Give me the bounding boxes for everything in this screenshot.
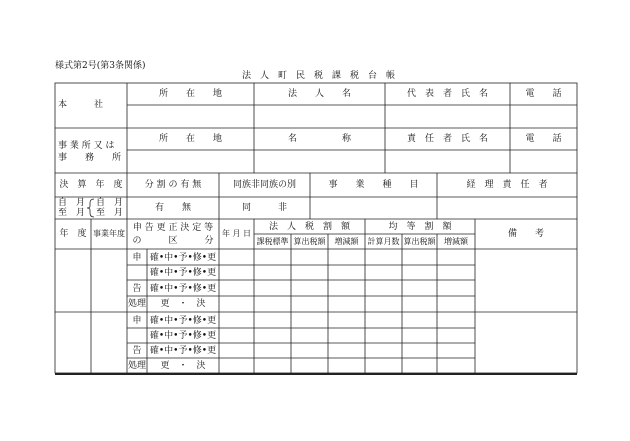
tax-base-header: 課税標準 [256,237,289,246]
filing-header-1: 申 告 更 正 決 定 等 [132,223,214,233]
entry-value: 確•中•予•修•更 [149,331,217,341]
entry-value: 確•中•予•修•更 [149,346,217,356]
calc-tax2-header: 算出税額 [403,237,436,246]
year-header: 年 度 [59,229,87,239]
page-title: 法 人 町 民 税 課 税 台 帳 [241,71,395,81]
company-label: 本 社 [58,100,104,110]
entry-value: 確•中•予•修•更 [149,284,217,294]
filing-header-2: の 区 分 [132,236,214,246]
family-value: 同 非 [241,203,287,213]
company-name-header: 法 人 名 [287,89,351,99]
to-month: 至 月 [58,208,86,218]
corp-tax-header: 法 人 税 割 額 [268,222,350,232]
representative-header: 代 表 者 氏 名 [406,89,488,99]
manager-header: 責 任 者 氏 名 [406,134,488,144]
division-header: 分 割 の 有 無 [144,180,202,190]
company-address-header: 所 在 地 [158,89,222,99]
entry-side: 告 [132,284,142,294]
entry-side: 申 [132,316,142,326]
form-label: 様式第2号(第3条関係) [55,61,146,71]
office-label-1: 事 業 所 又 は [58,141,115,151]
calc-tax-header: 算出税額 [293,237,326,246]
change-header: 増減額 [334,237,359,246]
family-header: 同族非同族の別 [232,180,296,190]
entry-value: 更 ・ 決 [160,299,206,309]
calc-months-header: 計算月数 [367,237,400,246]
division-value: 有 無 [154,203,191,213]
entry-value: 確•中•予•修•更 [149,253,217,263]
entry-side: 申 [132,253,142,263]
fiscal-year-header: 決 算 年 度 [59,180,123,190]
from-month-2: 自 月 [96,198,124,208]
entry-value: 確•中•予•修•更 [149,268,217,278]
business-year-header: 事業年度 [93,229,125,238]
entry-value: 更 ・ 決 [160,361,206,371]
entry-side: 処理 [127,361,146,371]
equal-tax-header: 均 等 割 額 [388,222,452,232]
change2-header: 増減額 [444,237,468,246]
from-month: 自 月 [58,198,86,208]
office-phone-header: 電 話 [525,134,562,144]
office-label-2: 事 務 所 [58,153,122,163]
accountant-header: 経 理 責 任 者 [466,180,548,190]
entry-side: 告 [132,346,142,356]
remarks-header: 備 考 [507,229,544,239]
to-month-2: 至 月 [96,208,124,218]
entry-value: 確•中•予•修•更 [149,316,217,326]
office-name-header: 名 称 [287,134,351,144]
brace-mark [87,199,94,217]
date-header: 年 月 日 [221,229,252,238]
business-type-header: 事 業 種 目 [328,180,419,190]
office-address-header: 所 在 地 [158,134,222,144]
company-phone-header: 電 話 [525,89,562,99]
entry-side: 処理 [127,299,146,309]
